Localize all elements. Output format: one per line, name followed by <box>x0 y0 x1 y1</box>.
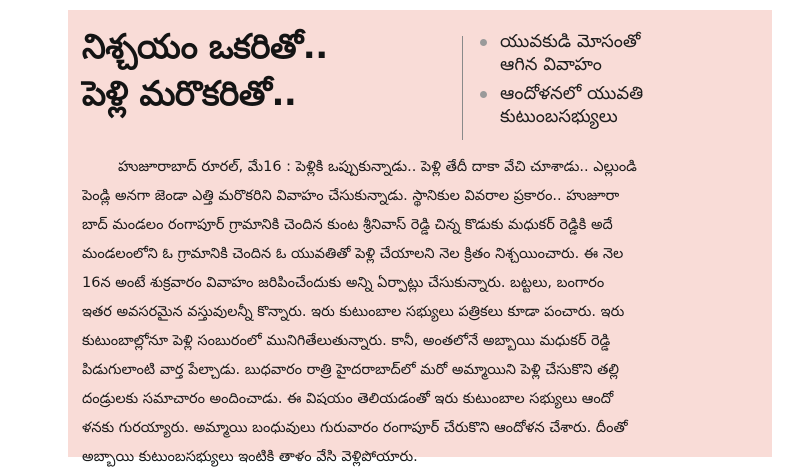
divider <box>462 36 463 140</box>
bullet-icon <box>480 39 487 46</box>
highlight-item <box>480 30 760 76</box>
body-line: 16న అంటే శుక్రవారం వివాహం జరిపించేందుకు అన్ని ఏర్పాట్లు చేసుకున్నారు. బట్టలు, బంగారం <box>82 275 605 291</box>
body-line: ళనకు గురయ్యారు. అమ్మాయి బంధువులు గురువారం రంగాపూర్ చేరుకొని ఆందోళన చేశారు. దీంతో <box>82 420 628 436</box>
highlight-line: యువకుడి మోసంతో <box>500 31 641 52</box>
body-line: ఇతర అవసరమైన వస్తువులన్నీ కొన్నారు. ఇరు కుటుంబాల సభ్యులు పత్రికలు కూడా పంచారు. ఇరు <box>82 304 625 320</box>
article-body <box>82 153 762 472</box>
newspaper-clipping <box>68 10 772 465</box>
body-line: కుటుంబాల్లోనూ పెళ్లి సంబురంలో మునిగితేలుతున్నారు. కానీ, అంతలోనే అబ్బాయి మధుకర్ రెడ్డి <box>82 333 611 349</box>
headline <box>82 24 472 118</box>
headline-line: పెళ్లి మరొకరితో.. <box>82 74 297 114</box>
body-line: బాద్ మండలం రంగాపూర్ గ్రామానికి చెందిన కుంట శ్రీనివాస్ రెడ్డి చిన్న కొడుకు మధుకర్ రెడ్డికి అదే <box>82 217 613 233</box>
headline-line: నిశ్చయం ఒకరితో.. <box>82 27 328 67</box>
highlight-line: ఆందోళనలో యువతి <box>500 83 644 104</box>
highlights-list <box>480 30 760 134</box>
body-line: పిడుగులాంటి వార్త పేల్చాడు. బుధవారం రాత్రి హైదరాబాద్‌లో మరో అమ్మాయిని పెళ్లి చేసుకొని తల్లి <box>82 362 620 378</box>
highlight-item <box>480 82 760 128</box>
body-line: మండలంలోని ఓ గ్రామానికి చెందిన ఓ యువతితో పెళ్లి చేయాలని నెల క్రితం నిశ్చయించారు. ఈ నెల <box>82 246 624 262</box>
bullet-icon <box>480 91 487 98</box>
body-line: హుజూరాబాద్ రూరల్, మే16 : పెళ్లికి ఒప్పుకున్నాడు.. పెళ్లి తేదీ దాకా వేచి చూశాడు.. ఎల్లుండి <box>118 159 637 175</box>
body-line: పెండ్లి అనగా జెండా ఎత్తి మరొకరిని వివాహం చేసుకున్నాడు. స్థానికుల వివరాల ప్రకారం.. హుజూరా <box>82 188 620 204</box>
body-line: అబ్బాయి కుటుంబసభ్యులు ఇంటికి తాళం వేసి వెళ్లిపోయారు. <box>82 449 418 465</box>
highlight-line: ఆగిన వివాహం <box>500 54 602 75</box>
body-line: దండ్రులకు సమాచారం అందించాడు. ఈ విషయం తెలియడంతో ఇరు కుటుంబాల సభ్యులు ఆందో <box>82 391 614 407</box>
highlight-line: కుటుంబసభ్యులు <box>500 106 618 127</box>
